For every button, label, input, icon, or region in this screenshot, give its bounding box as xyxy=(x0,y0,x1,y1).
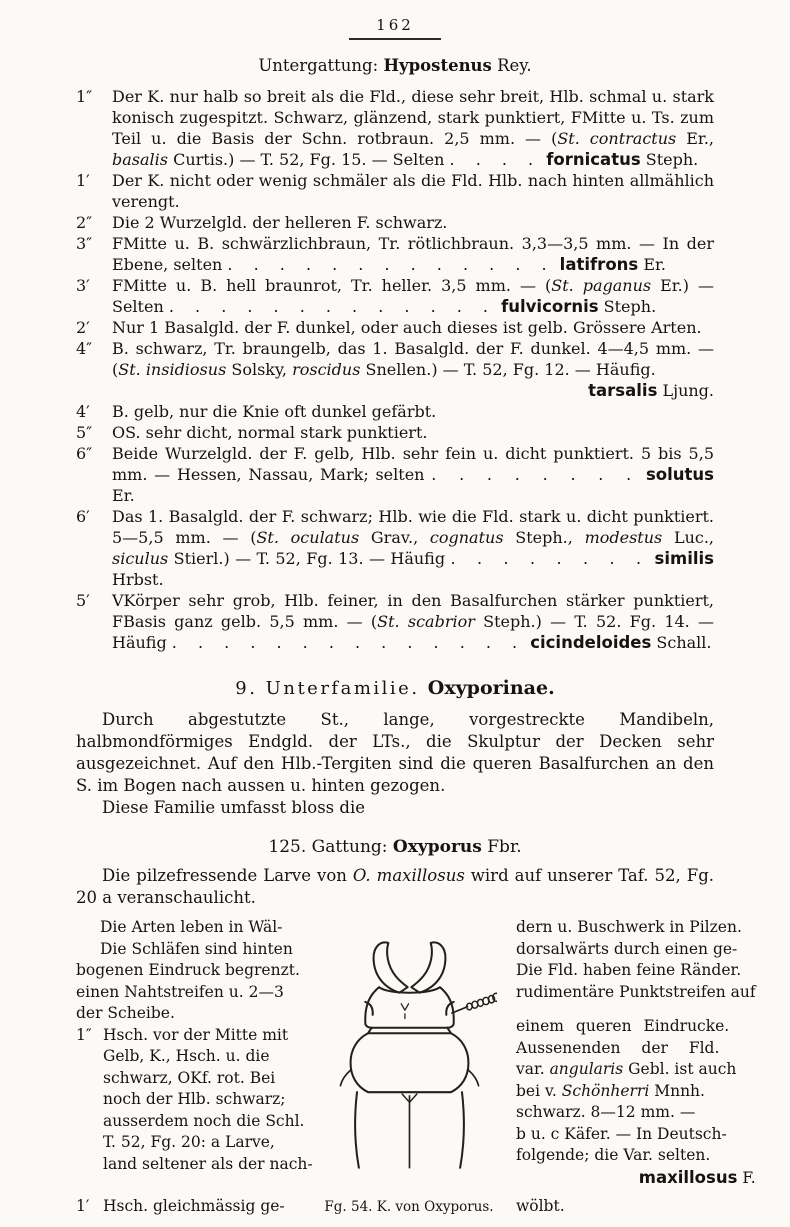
text-segment: Er., xyxy=(676,129,714,148)
key-couplet xyxy=(76,401,714,422)
text-segment: . . . . . . . . xyxy=(450,549,650,568)
key-couplet-number: 4′ xyxy=(76,402,90,421)
text-segment: 1″ xyxy=(76,1025,92,1044)
text-segment: . . . . . . . . xyxy=(431,465,640,484)
subfamily-heading xyxy=(76,677,714,699)
subfamily-description: Durch abgestutzte St., lange, vorgestreckte Mandibeln, halbmondförmiges Endgld. der LTs., die Skulptur der Decken sehr ausgezeichnet. Auf den Hlb.-Tergiten sind die queren Basalfurchen an den S. im Bogen nach aussen u. hinten gezogen. xyxy=(76,710,714,795)
page-number: 162 xyxy=(376,16,414,34)
text-segment: B. schwarz, Tr. braungelb, das 1. Basalgld. der F. dunkel. 4—4,5 mm. — ( xyxy=(112,339,714,379)
page-number-rule xyxy=(349,38,441,40)
key-couplet xyxy=(76,170,714,212)
key-couplet-number: 3′ xyxy=(76,276,90,295)
text-segment: Steph. xyxy=(598,297,657,316)
text-segment: Er. xyxy=(638,255,666,274)
key-couplet xyxy=(76,212,714,233)
genus-heading xyxy=(76,837,714,857)
text-line xyxy=(76,939,314,961)
latin-name: St. insidiosus xyxy=(118,360,227,379)
right-text-column xyxy=(504,917,756,1189)
text-segment: FMitte u. B. hell braunrot, Tr. heller. 3,5 mm. — ( xyxy=(112,276,552,295)
text-line xyxy=(76,1154,314,1176)
text-segment: Beide Wurzelgld. der F. gelb, Hlb. sehr fein u. dicht punktiert. 5 bis 5,5 mm. — Hessen, Nassau, Mark; selten xyxy=(112,444,714,484)
key-couplet xyxy=(76,233,714,275)
text-segment: Die pilzefressende Larve von xyxy=(102,866,353,885)
text-segment: Nur 1 Basalgld. der F. dunkel, oder auch dieses ist gelb. Grössere Arten. xyxy=(112,318,702,337)
text-segment: Gelb, K., Hsch. u. die xyxy=(103,1047,270,1065)
key-couplet-text xyxy=(112,401,714,422)
text-segment: Das 1. Basalgld. der F. schwarz; Hlb. wie die Fld. stark u. dicht punktiert. 5—5,5 mm. — ( xyxy=(112,507,714,547)
text-segment: wird auf unserer Taf. 52, Fg. 20 a veranschaulicht. xyxy=(76,866,714,907)
text-segment: F. xyxy=(737,1168,756,1187)
species-name: latifrons xyxy=(559,255,639,274)
latin-name: angularis xyxy=(549,1060,624,1078)
text-segment: FMitte u. B. schwärzlichbraun, Tr. rötlichbraun. 3,3—3,5 mm. — In der Ebene, selten xyxy=(112,234,714,274)
key-couplet xyxy=(76,443,714,506)
text-segment: der Scheibe. xyxy=(76,1004,175,1022)
text-segment: bogenen Eindruck begrenzt. xyxy=(76,961,300,979)
key-couplet xyxy=(76,506,714,590)
text-segment: land seltener als der nach- xyxy=(103,1154,313,1173)
text-segment: Hsch. vor der Mitte mit xyxy=(103,1025,289,1044)
text-segment: Steph., xyxy=(503,528,585,547)
key-couplet-number: 6″ xyxy=(76,444,93,463)
text-segment: Die 2 Wurzelgld. der helleren F. schwarz. xyxy=(112,213,448,232)
text-line xyxy=(516,960,756,982)
key-couplet xyxy=(76,275,714,317)
text-line xyxy=(76,1132,314,1154)
latin-name: St. oculatus xyxy=(256,528,360,547)
text-segment: Steph. xyxy=(640,150,699,169)
text-segment: B. gelb, nur die Knie oft dunkel gefärbt. xyxy=(112,402,437,421)
text-segment: bei v. xyxy=(516,1081,562,1100)
text-segment: 125. Gattung: xyxy=(268,837,393,857)
key-couplet-text xyxy=(112,443,714,506)
text-line xyxy=(516,917,756,939)
latin-name: St. paganus xyxy=(551,276,652,295)
key-couplet-number: 5″ xyxy=(76,423,93,442)
text-line xyxy=(76,1111,314,1133)
latin-name: roscidus xyxy=(292,360,361,379)
text-segment: Die Schläfen sind hinten xyxy=(100,939,293,958)
key-couplet-number: 5′ xyxy=(76,591,90,610)
key-couplet-text xyxy=(112,338,714,401)
text-segment: Curtis.) — T. 52, Fg. 15. — Selten xyxy=(167,150,450,169)
text-segment: Luc., xyxy=(662,528,715,547)
text-segment: . . . . . . . . . . . . . xyxy=(227,255,555,274)
text-line xyxy=(76,1003,314,1025)
key-couplet-text xyxy=(112,590,714,653)
text-line xyxy=(76,1025,314,1047)
text-segment: rudimentäre Punktstreifen auf xyxy=(516,982,756,1001)
text-line xyxy=(516,1038,756,1060)
species-line xyxy=(112,380,714,401)
text-segment: var. xyxy=(516,1060,550,1078)
text-segment: ausserdem noch die Schl. xyxy=(103,1111,305,1130)
text-segment: schwarz. 8—12 mm. — xyxy=(516,1103,696,1121)
key-couplet-text xyxy=(112,212,714,233)
text-line xyxy=(516,1124,756,1146)
text-segment: folgende; die Var. selten. xyxy=(516,1146,711,1164)
text-segment: Die Arten leben in Wäl- xyxy=(100,918,283,936)
text-segment: Er. xyxy=(112,486,135,505)
key-couplet-number: 4″ xyxy=(76,339,93,358)
left-text-column xyxy=(76,917,314,1189)
text-segment: Hsch. gleichmässig ge- xyxy=(103,1197,285,1215)
key-couplet-number: 2″ xyxy=(76,213,93,232)
figure-caption: Fg. 54. K. von Oxyporus. xyxy=(324,1199,494,1215)
text-segment: Aussenenden der Fld. xyxy=(516,1038,720,1057)
text-segment: Mnnh. xyxy=(649,1081,705,1100)
genus-intro xyxy=(76,865,714,909)
key-couplet-number: 2′ xyxy=(76,318,90,337)
beetle-head-drawing xyxy=(322,931,497,1176)
key-couplet-text xyxy=(112,233,714,275)
key-list xyxy=(76,86,714,653)
species-name: fornicatus xyxy=(546,150,641,169)
text-line xyxy=(516,1145,756,1167)
key-couplet xyxy=(76,590,714,653)
text-segment: . . . . . . . . . . . . . . xyxy=(171,633,526,652)
text-line xyxy=(76,1089,314,1111)
text-segment: . . . . . . . . . . . . . xyxy=(168,297,496,316)
text-segment: . . . . xyxy=(449,150,542,169)
species-name: cicindeloides xyxy=(530,633,652,652)
latin-name: cognatus xyxy=(429,528,504,547)
key-couplet-text xyxy=(112,422,714,443)
text-segment: Solsky, xyxy=(226,360,293,379)
text-segment: noch der Hlb. schwarz; xyxy=(103,1090,286,1108)
key-couplet-number: 1′ xyxy=(76,171,90,190)
text-line xyxy=(516,1167,756,1190)
species-name: similis xyxy=(654,549,714,568)
species-name: fulvicornis xyxy=(501,297,599,316)
text-segment: Fbr. xyxy=(481,837,522,857)
text-segment: Grav., xyxy=(359,528,430,547)
subfamily-note: Diese Familie umfasst bloss die xyxy=(102,798,365,817)
text-line xyxy=(516,1102,756,1124)
key-couplet-text xyxy=(112,275,714,317)
key-couplet-text xyxy=(112,170,714,212)
text-line xyxy=(76,982,314,1004)
latin-name: O. maxillosus xyxy=(352,866,465,885)
text-segment: einem queren Eindrucke. xyxy=(516,1017,730,1035)
latin-name: St. contractus xyxy=(557,129,677,148)
text-segment: Stierl.) — T. 52, Fg. 13. — Häufig xyxy=(168,549,451,568)
species-name: maxillosus xyxy=(638,1167,738,1187)
latin-name: Schönherri xyxy=(561,1081,650,1100)
key-couplet xyxy=(76,338,714,401)
text-segment: Der K. nicht oder wenig schmäler als die Fld. Hlb. nach hinten allmählich verengt. xyxy=(112,171,714,211)
text-segment: Ljung. xyxy=(657,381,714,400)
latin-name: modestus xyxy=(584,528,663,547)
text-segment: Snellen.) — T. 52, Fg. 12. — Häufig. xyxy=(360,360,656,379)
text-segment: dorsalwärts durch einen ge- xyxy=(516,939,738,958)
key-couplet-text xyxy=(112,86,714,170)
bottom-right-text: wölbt. xyxy=(516,1197,565,1215)
latin-name: siculus xyxy=(112,549,169,568)
text-segment: Hypostenus xyxy=(383,56,492,75)
text-line xyxy=(516,1016,756,1038)
key-couplet-text xyxy=(112,506,714,590)
text-segment: Der K. nur halb so breit als die Fld., diese sehr breit, Hlb. schmal u. stark konisch zugespitzt. Schwarz, glänzend, stark punktiert, FMitte u. Ts. zum Teil u. die Basis der Schn. rotbraun. 2,5 mm. — ( xyxy=(112,87,714,148)
text-segment: dern u. Buschwerk in Pilzen. xyxy=(516,918,742,936)
text-segment: b u. c Käfer. — In Deutsch- xyxy=(516,1124,727,1143)
key-couplet-number: 6′ xyxy=(76,507,90,526)
key-couplet-text xyxy=(112,317,714,338)
key-couplet-number: 1″ xyxy=(76,87,93,106)
text-segment: Oxyporus xyxy=(392,837,482,857)
text-segment: Die Fld. haben feine Ränder. xyxy=(516,961,742,979)
text-line xyxy=(516,1059,756,1081)
text-segment: T. 52, Fg. 20: a Larve, xyxy=(103,1133,275,1151)
text-segment: Er.) — Selten xyxy=(112,276,714,316)
species-name: tarsalis xyxy=(588,381,658,400)
text-line xyxy=(516,1081,756,1103)
bottom-row xyxy=(76,1197,714,1215)
text-segment xyxy=(639,465,646,484)
text-line xyxy=(516,939,756,961)
text-segment: VKörper sehr grob, Hlb. feiner, in den Basalfurchen stärker punktiert, FBasis ganz gelb. 5,5 mm. — ( xyxy=(112,591,714,631)
text-segment: Hrbst. xyxy=(112,570,164,589)
text-segment: Untergattung: xyxy=(258,56,384,75)
text-segment: Steph.) — T. 52. Fg. 14. — Häufig xyxy=(112,612,715,652)
text-segment: Schall. xyxy=(651,633,712,652)
text-line xyxy=(76,960,314,982)
key-couplet-number: 3″ xyxy=(76,234,93,253)
text-segment: schwarz, OKf. rot. Bei xyxy=(103,1068,276,1087)
text-segment: OS. sehr dicht, normal stark punktiert. xyxy=(112,423,428,442)
text-line xyxy=(76,1046,314,1068)
latin-name: basalis xyxy=(112,150,168,169)
beetle-figure xyxy=(314,917,504,1189)
subgenus-heading xyxy=(76,56,714,75)
text-segment: 9. Unterfamilie. xyxy=(235,678,428,699)
key-couplet xyxy=(76,317,714,338)
text-wrap-region xyxy=(76,917,756,1189)
key-couplet xyxy=(76,422,714,443)
text-segment: Rey. xyxy=(491,56,532,75)
text-line xyxy=(76,1068,314,1090)
key-couplet-1-prime xyxy=(76,1197,314,1215)
text-segment: einen Nahtstreifen u. 2—3 xyxy=(76,982,284,1001)
key-couplet xyxy=(76,86,714,170)
species-name: solutus xyxy=(645,465,714,484)
text-line xyxy=(516,982,756,1004)
latin-name: St. scabrior xyxy=(377,612,475,631)
text-segment: Oxyporinae. xyxy=(427,677,555,699)
text-segment: Gebl. ist auch xyxy=(623,1060,737,1078)
text-segment: 1′ xyxy=(76,1197,90,1215)
text-line xyxy=(76,917,314,939)
